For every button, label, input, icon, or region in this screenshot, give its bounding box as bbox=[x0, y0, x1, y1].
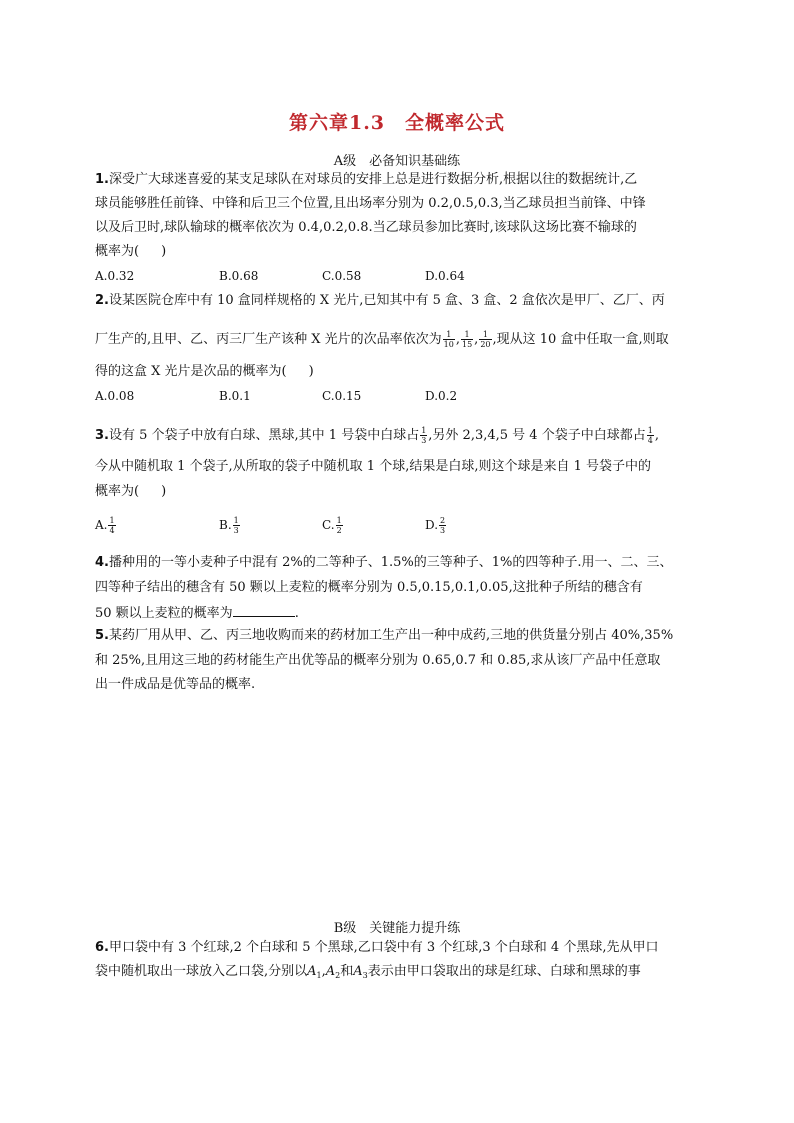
q2-option-b: B.0.1 bbox=[219, 389, 251, 403]
q1-text-4a: 概率为( bbox=[95, 244, 140, 259]
q4-text-3b: . bbox=[294, 606, 299, 621]
q1-text-4b: ) bbox=[161, 244, 167, 259]
q3-line-3 bbox=[95, 484, 166, 500]
q3-line-2: 今从中随机取 1 个袋子,从所取的袋子中随机取 1 个球,结果是白球,则这个球是来自 1 号袋子中的 bbox=[95, 459, 652, 474]
q3-text-1b: ,另外 2,3,4,5 号 4 个袋子中白球都占 bbox=[428, 428, 646, 443]
q2-option-d: D.0.2 bbox=[425, 389, 458, 403]
q6-line-1 bbox=[95, 940, 658, 956]
numerator: 1 bbox=[109, 516, 115, 525]
q1-option-d: D.0.64 bbox=[425, 269, 465, 283]
q1-option-c: C.0.58 bbox=[322, 269, 362, 283]
section-heading-b: B级 关键能力提升练 bbox=[333, 921, 461, 936]
q2-line-2 bbox=[95, 330, 669, 349]
q1-option-b: B.0.68 bbox=[219, 269, 259, 283]
separator: , bbox=[321, 964, 326, 979]
numerator: 1 bbox=[421, 426, 427, 435]
section-heading-a: A级 必备知识基础练 bbox=[333, 154, 461, 169]
numerator: 1 bbox=[479, 330, 491, 340]
q4-text-1: 播种用的一等小麦种子中混有 2%的二等种子、1.5%的三等种子、1%的四等种子.用一、二、三、 bbox=[108, 555, 673, 570]
q6-text-2b: 表示由甲口袋取出的球是红球、白球和黑球的事 bbox=[367, 964, 641, 979]
option-label: D. bbox=[425, 518, 439, 532]
q1-text-1: 深受广大球迷喜爱的某支足球队在对球员的安排上总是进行数据分析,根据以往的数据统计,乙 bbox=[108, 172, 638, 187]
subscript: 1 bbox=[316, 971, 322, 980]
numerator: 1 bbox=[443, 330, 455, 340]
q5-line-1 bbox=[95, 628, 673, 644]
denominator: 4 bbox=[109, 526, 115, 535]
q1-line-4 bbox=[95, 244, 166, 260]
q3-option-d bbox=[425, 516, 447, 535]
q1-line-1 bbox=[95, 172, 637, 188]
option-label: B. bbox=[219, 518, 232, 532]
q5-line-2: 和 25%,且用这三地的药材能生产出优等品的概率分别为 0.65,0.7 和 0.85,求从该厂产品中任意取 bbox=[95, 653, 661, 668]
denominator: 3 bbox=[421, 436, 427, 445]
q2-line-1 bbox=[95, 293, 665, 309]
q3-text-3b: ) bbox=[161, 484, 167, 499]
q2-option-a: A.0.08 bbox=[95, 389, 135, 403]
q1-line-3: 以及后卫时,球队输球的概率依次为 0.4,0.2,0.8.当乙球员参加比赛时,该球队这场比赛不输球的 bbox=[95, 220, 637, 235]
q3-line-1 bbox=[95, 426, 659, 445]
answer-blank[interactable] bbox=[233, 604, 295, 617]
q1-option-a: A.0.32 bbox=[95, 269, 135, 283]
q6-number: 6. bbox=[95, 940, 109, 955]
q2-number: 2. bbox=[95, 293, 109, 308]
q4-line-2: 四等种子结出的穗含有 50 颗以上麦粒的概率分别为 0.5,0.15,0.1,0.05,这批种子所结的穗含有 bbox=[95, 580, 643, 595]
fraction bbox=[420, 426, 427, 445]
numerator: 1 bbox=[336, 516, 342, 525]
q4-number: 4. bbox=[95, 555, 109, 570]
option-label: C. bbox=[322, 518, 335, 532]
q5-line-3: 出一件成品是优等品的概率. bbox=[95, 677, 256, 692]
q3-option-c bbox=[322, 516, 344, 535]
q3-option-a bbox=[95, 516, 117, 535]
denominator: 4 bbox=[647, 436, 653, 445]
conjunction: 和 bbox=[340, 964, 354, 979]
numerator: 1 bbox=[461, 330, 473, 340]
q2-text-2a: 厂生产的,且甲、乙、丙三厂生产该种 X 光片的次品率依次为 bbox=[95, 332, 442, 347]
q2-text-3a: 得的这盒 X 光片是次品的概率为( bbox=[95, 364, 287, 379]
denominator: 3 bbox=[440, 526, 446, 535]
denominator: 2 bbox=[336, 526, 342, 535]
q6-text-1: 甲口袋中有 3 个红球,2 个白球和 5 个黑球,乙口袋中有 3 个红球,3 个白球和 4 个黑球,先从甲口 bbox=[108, 940, 659, 955]
q2-text-3b: ) bbox=[308, 364, 314, 379]
q5-text-1: 某药厂用从甲、乙、丙三地收购而来的药材加工生产出一种中成药,三地的供货量分别占 40%,35% bbox=[108, 628, 674, 643]
q2-text-1: 设某医院仓库中有 10 盒同样规格的 X 光片,已知其中有 5 盒、3 盒、2 盒依次是甲厂、乙厂、丙 bbox=[108, 293, 665, 308]
q3-text-1a: 设有 5 个袋子中放有白球、黑球,其中 1 号袋中白球占 bbox=[108, 428, 420, 443]
fraction bbox=[336, 516, 343, 535]
fraction bbox=[439, 516, 446, 535]
q4-line-1 bbox=[95, 555, 673, 571]
subscript: 2 bbox=[335, 971, 341, 980]
q2-line-3 bbox=[95, 364, 314, 380]
page-title: 第六章1.3 全概率公式 bbox=[288, 112, 506, 134]
numerator: 1 bbox=[233, 516, 239, 525]
q3-option-b bbox=[219, 516, 241, 535]
option-label: A. bbox=[95, 518, 108, 532]
q4-text-3a: 50 颗以上麦粒的概率为 bbox=[95, 606, 233, 621]
q2-option-c: C.0.15 bbox=[322, 389, 362, 403]
fraction bbox=[108, 516, 115, 535]
q1-line-2: 球员能够胜任前锋、中锋和后卫三个位置,且出场率分别为 0.2,0.5,0.3,当乙球员担当前锋、中锋 bbox=[95, 196, 646, 211]
separator: , bbox=[654, 428, 659, 443]
denominator: 10 bbox=[443, 340, 454, 349]
fraction bbox=[233, 516, 240, 535]
numerator: 2 bbox=[440, 516, 446, 525]
numerator: 1 bbox=[647, 426, 653, 435]
fraction bbox=[647, 426, 654, 445]
fraction bbox=[461, 330, 473, 349]
denominator: 3 bbox=[233, 526, 239, 535]
subscript: 3 bbox=[362, 971, 368, 980]
fraction bbox=[479, 330, 491, 349]
q6-text-2a: 袋中随机取出一球放入乙口袋,分别以 bbox=[95, 964, 308, 979]
separator: , bbox=[455, 332, 460, 347]
fraction bbox=[443, 330, 455, 349]
denominator: 20 bbox=[480, 340, 491, 349]
separator: , bbox=[474, 332, 479, 347]
q5-number: 5. bbox=[95, 628, 109, 643]
event-symbol: A bbox=[353, 964, 363, 979]
q2-text-2b: ,现从这 10 盒中任取一盒,则取 bbox=[492, 332, 669, 347]
q4-line-3 bbox=[95, 604, 299, 622]
event-symbol: A bbox=[325, 964, 336, 979]
event-symbol: A bbox=[307, 964, 317, 979]
denominator: 15 bbox=[461, 340, 473, 349]
q3-number: 3. bbox=[95, 428, 109, 443]
q6-line-2 bbox=[95, 964, 641, 984]
q3-text-3a: 概率为( bbox=[95, 484, 140, 499]
q1-number: 1. bbox=[95, 172, 109, 187]
